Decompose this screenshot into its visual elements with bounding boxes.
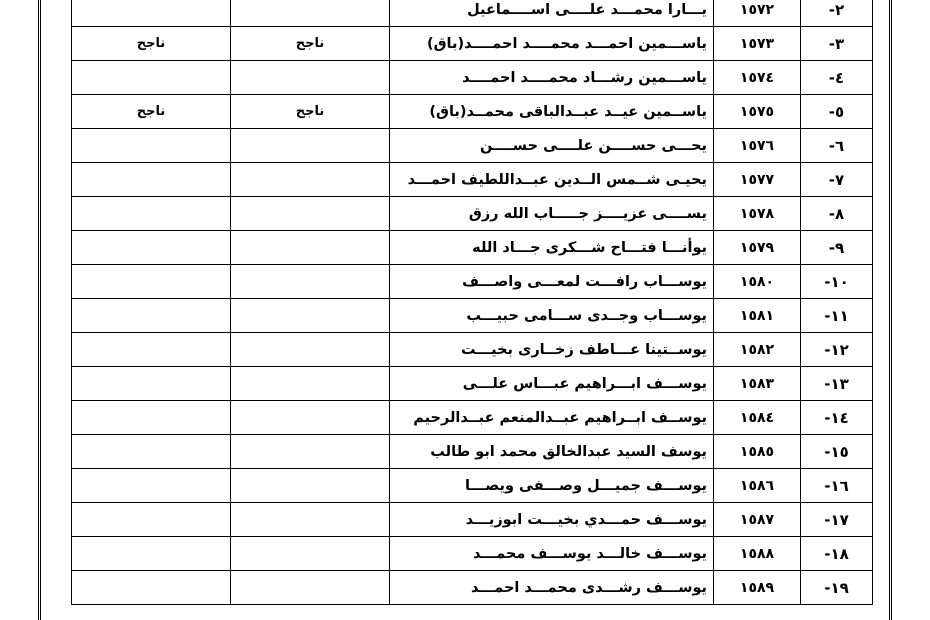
table-row <box>72 435 873 469</box>
result-cell-1 <box>231 299 390 333</box>
table-row <box>72 27 873 61</box>
student-name-cell: يوســـف جميـــل وصـــفى ويصـــا <box>390 469 714 503</box>
seat-number-cell: ١٥٨٨ <box>714 537 801 571</box>
student-results-table <box>71 0 873 605</box>
table-row <box>72 163 873 197</box>
table-row <box>72 333 873 367</box>
row-number-cell: ١٣- <box>801 367 873 401</box>
result-cell-1: ناجح <box>231 27 390 61</box>
student-name-cell: يوســـف رشـــدى محمـــد احمـــد <box>390 571 714 605</box>
row-number-cell: ٨- <box>801 197 873 231</box>
result-cell-2 <box>72 503 231 537</box>
result-cell-1 <box>231 367 390 401</box>
student-name-cell: ياســـمين رشـــاد محمــــد احمــــد <box>390 61 714 95</box>
student-name-cell: يـــارا محمـــد علــــى اســــماعيل <box>390 0 714 27</box>
result-cell-1 <box>231 0 390 27</box>
seat-number-cell: ١٥٨٣ <box>714 367 801 401</box>
student-name-cell: يوســـاب وجــدى ســـامى حبيـــب <box>390 299 714 333</box>
seat-number-cell: ١٥٨٢ <box>714 333 801 367</box>
page-frame-left <box>38 0 41 620</box>
result-cell-2 <box>72 265 231 299</box>
page-frame-right <box>889 0 892 620</box>
result-cell-2 <box>72 571 231 605</box>
row-number-cell: ١٧- <box>801 503 873 537</box>
result-cell-2 <box>72 129 231 163</box>
student-name-cell: يوســـف ابـــراهيم عبـــاس علـــى <box>390 367 714 401</box>
table-body <box>72 0 873 605</box>
row-number-cell: ٧- <box>801 163 873 197</box>
table-row <box>72 0 873 27</box>
result-cell-2 <box>72 469 231 503</box>
result-cell-1: ناجح <box>231 95 390 129</box>
result-cell-1 <box>231 571 390 605</box>
seat-number-cell: ١٥٨٤ <box>714 401 801 435</box>
seat-number-cell: ١٥٧٥ <box>714 95 801 129</box>
student-name-cell: ياســمين عيــد عبــدالباقى محمــد(باق) <box>390 95 714 129</box>
student-name-cell: يحيـى شــمس الــدين عبــداللطيف احمـــد <box>390 163 714 197</box>
row-number-cell: ١٤- <box>801 401 873 435</box>
row-number-cell: ٣- <box>801 27 873 61</box>
student-name-cell: يســــى عزيــــز جـــــاب الله رزق <box>390 197 714 231</box>
seat-number-cell: ١٥٨٦ <box>714 469 801 503</box>
row-number-cell: ٢- <box>801 0 873 27</box>
result-cell-1 <box>231 401 390 435</box>
table-row <box>72 231 873 265</box>
row-number-cell: ٥- <box>801 95 873 129</box>
result-cell-2 <box>72 299 231 333</box>
student-name-cell: يوأنـــا فتـــاح شـــكرى جـــاد الله <box>390 231 714 265</box>
result-cell-1 <box>231 503 390 537</box>
student-name-cell: يوسف السيد عبدالخالق محمد ابو طالب <box>390 435 714 469</box>
result-cell-1 <box>231 265 390 299</box>
table-row <box>72 129 873 163</box>
row-number-cell: ١٥- <box>801 435 873 469</box>
table-row <box>72 537 873 571</box>
seat-number-cell: ١٥٧٧ <box>714 163 801 197</box>
result-cell-2: ناجح <box>72 95 231 129</box>
seat-number-cell: ١٥٧٤ <box>714 61 801 95</box>
result-cell-2: ناجح <box>72 27 231 61</box>
result-cell-2 <box>72 0 231 27</box>
seat-number-cell: ١٥٧٢ <box>714 0 801 27</box>
result-cell-1 <box>231 61 390 95</box>
student-name-cell: يوســتينا عـــاطف زخــارى بخيـــت <box>390 333 714 367</box>
table-row <box>72 503 873 537</box>
result-cell-1 <box>231 435 390 469</box>
table-row <box>72 299 873 333</box>
result-cell-1 <box>231 231 390 265</box>
table-row <box>72 265 873 299</box>
result-cell-2 <box>72 435 231 469</box>
row-number-cell: ١٠- <box>801 265 873 299</box>
result-cell-2 <box>72 163 231 197</box>
table-row <box>72 571 873 605</box>
result-cell-2 <box>72 333 231 367</box>
seat-number-cell: ١٥٨٩ <box>714 571 801 605</box>
result-cell-2 <box>72 537 231 571</box>
table-row <box>72 197 873 231</box>
table-row <box>72 367 873 401</box>
student-name-cell: يوســـف خالـــد يوســـف محمـــد <box>390 537 714 571</box>
student-name-cell: يحـــى حســــن علــــى حســــن <box>390 129 714 163</box>
result-cell-2 <box>72 61 231 95</box>
seat-number-cell: ١٥٧٣ <box>714 27 801 61</box>
table-row <box>72 61 873 95</box>
row-number-cell: ١٦- <box>801 469 873 503</box>
student-name-cell: ياســـمين احمـــد محمــــد احمــــد(باق) <box>390 27 714 61</box>
row-number-cell: ٩- <box>801 231 873 265</box>
result-cell-2 <box>72 401 231 435</box>
student-name-cell: يوســف ابــراهيم عبــدالمنعم عبــدالرحيم <box>390 401 714 435</box>
table-row <box>72 469 873 503</box>
row-number-cell: ١٩- <box>801 571 873 605</box>
row-number-cell: ٤- <box>801 61 873 95</box>
seat-number-cell: ١٥٧٨ <box>714 197 801 231</box>
table-row <box>72 401 873 435</box>
row-number-cell: ٦- <box>801 129 873 163</box>
seat-number-cell: ١٥٧٦ <box>714 129 801 163</box>
row-number-cell: ١٨- <box>801 537 873 571</box>
result-cell-1 <box>231 163 390 197</box>
seat-number-cell: ١٥٨٥ <box>714 435 801 469</box>
seat-number-cell: ١٥٧٩ <box>714 231 801 265</box>
seat-number-cell: ١٥٨١ <box>714 299 801 333</box>
row-number-cell: ١١- <box>801 299 873 333</box>
result-cell-1 <box>231 469 390 503</box>
seat-number-cell: ١٥٨٧ <box>714 503 801 537</box>
student-name-cell: يوســـاب رافـــت لمعـــى واصـــف <box>390 265 714 299</box>
result-cell-1 <box>231 129 390 163</box>
student-name-cell: يوســـف حمـــدي بخيـــت ابوزيـــد <box>390 503 714 537</box>
result-cell-2 <box>72 231 231 265</box>
seat-number-cell: ١٥٨٠ <box>714 265 801 299</box>
result-cell-1 <box>231 537 390 571</box>
result-cell-2 <box>72 197 231 231</box>
result-cell-2 <box>72 367 231 401</box>
table-row <box>72 95 873 129</box>
result-cell-1 <box>231 197 390 231</box>
row-number-cell: ١٢- <box>801 333 873 367</box>
result-cell-1 <box>231 333 390 367</box>
